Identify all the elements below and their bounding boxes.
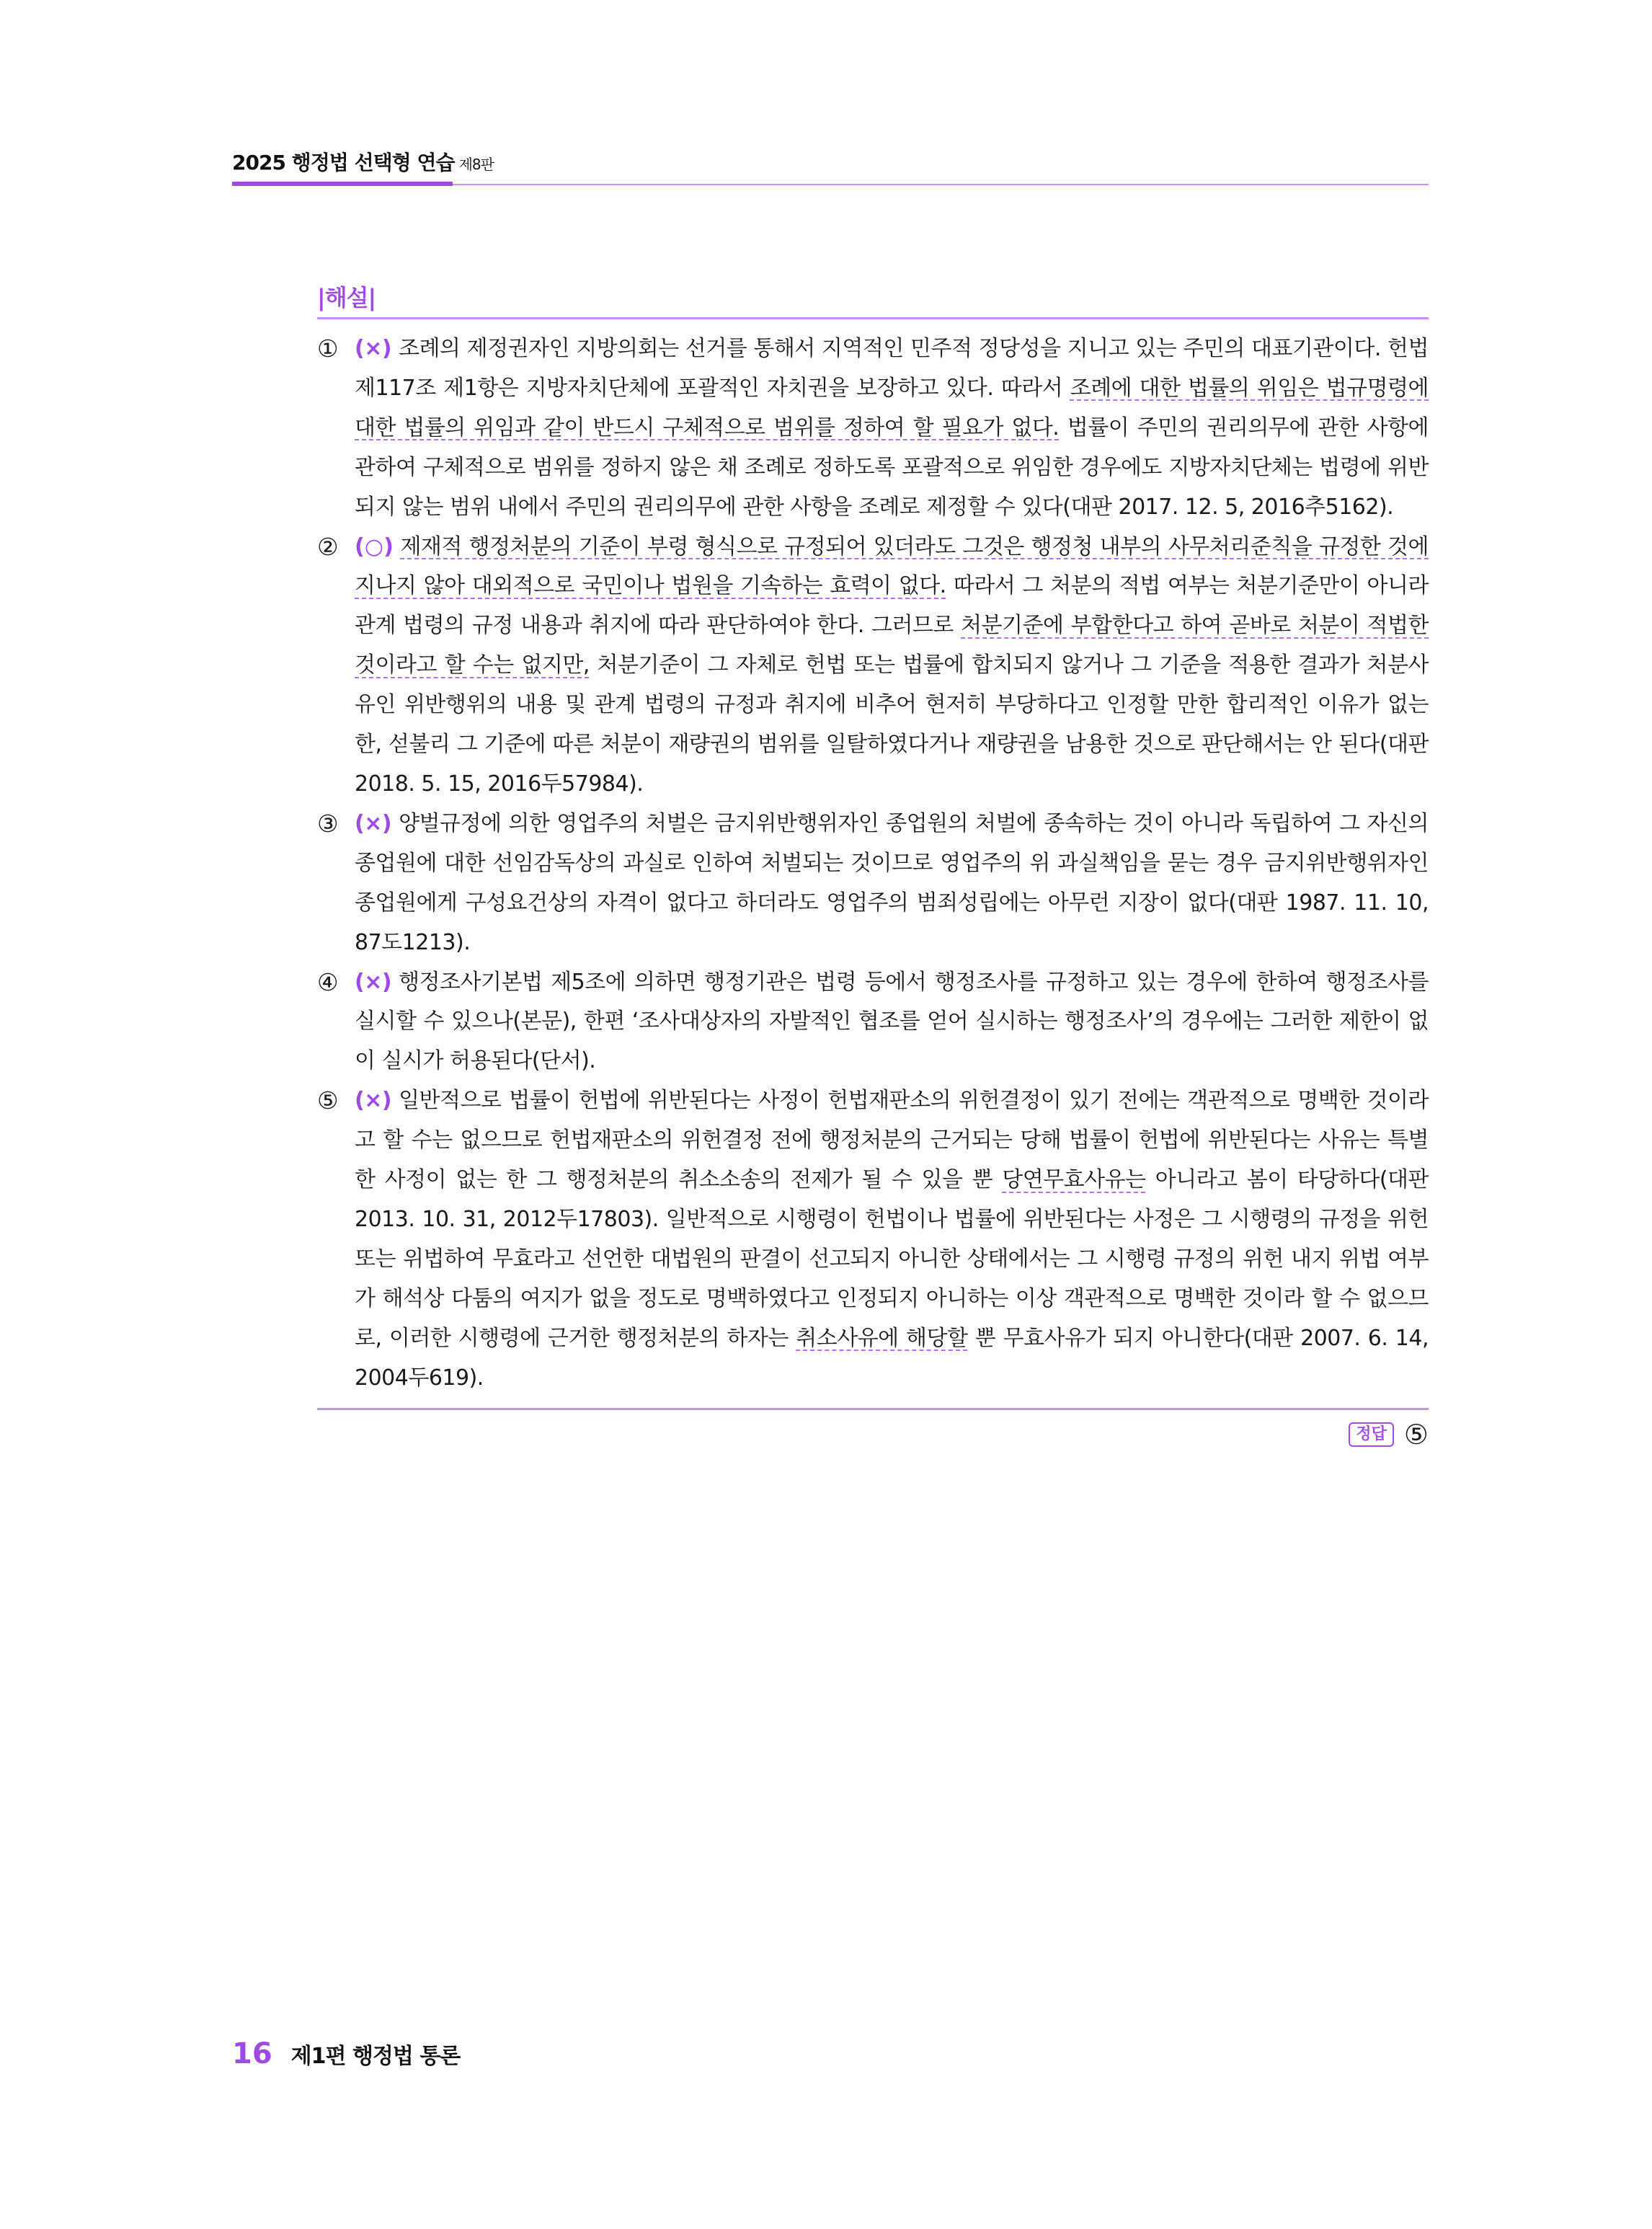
item-number: ④: [317, 967, 339, 996]
underlined-text: 조례에 대한 법률의 위임은 법규명령에 대한 법률의 위임과 같이 반드시 구체적으로 범위를 정하여 할 필요가 없다.: [355, 375, 1429, 440]
explanation-list: [317, 329, 1429, 1398]
book-title: [232, 147, 1429, 176]
item-number: ⑤: [317, 1086, 339, 1115]
book-edition: 제8판: [458, 156, 494, 173]
text-segment: 행정조사기본법 제5조에 의하면 행정기관은 법령 등에서 행정조사를 규정하고 있는 경우에 한하여 행정조사를 실시할 수 있으나(본문), 한편 ‘조사대상자의 자발적인 협조를 얻어 실시하는 행정조사’의 경우에는 그러한 제한이 없이 실시가 허용된다(단서).: [355, 969, 1429, 1074]
item-text: [355, 1081, 1429, 1398]
item-mark: (×): [355, 810, 392, 836]
text-segment: 일반적으로 법률이 헌법에 위반된다는 사정이 헌법재판소의 위헌결정이 있기 전에는 객관적으로 명백한 것이라고 할 수는 없으므로 헌법재판소의 위헌결정 전에 행정처분의 근거되는 당해 법률이 헌법에 위반된다는 사유는 특별한 사정이 없는 한 그 행정처분의 취소소송의 전제가 될 수 있을 뿐: [355, 1088, 1429, 1193]
item-text: [355, 805, 1429, 963]
item-mark: (×): [355, 336, 392, 361]
page-header: [232, 147, 1429, 186]
explanation-item: [317, 329, 1429, 528]
text-segment: 법률이 주민의 권리의무에 관한 사항에 관하여 구체적으로 범위를 정하지 않은 채 조례로 정하도록 포괄적으로 위임한 경우에도 지방자치단체는 법령에 위반되지 않는 범위 내에서 주민의 권리의무에 관한 사항을 조례로 제정할 수 있다(대판 2017. 12. 5, 2016추5162).: [355, 415, 1429, 520]
explanation-item: [317, 963, 1429, 1082]
section-bottom-rule: [317, 1408, 1429, 1410]
item-text: [355, 528, 1429, 805]
book-title-text: 2025 행정법 선택형 연습: [232, 151, 455, 174]
text-segment: 따라서 그 처분의 적법 여부는 처분기준만이 아니라 관계 법령의 규정 내용과 취지에 따라 판단하여야 한다. 그러므로: [355, 573, 1429, 639]
page-footer: [232, 2037, 460, 2070]
explanation-section: [317, 283, 1429, 1450]
header-rule-accent: [232, 182, 453, 186]
explanation-item: [317, 528, 1429, 805]
underlined-text: 취소사유에 해당할: [796, 1325, 968, 1351]
underlined-text: 제재적 행정처분의 기준이 부령 형식으로 규정되어 있더라도 그것은 행정청 내부의 사무처리준칙을 규정한 것에 지나지 않아 대외적으로 국민이나 법원을 기속하는 효력이 없다.: [355, 533, 1429, 599]
text-segment: 뿐 무효사유가 되지 아니한다(대판 2007. 6. 14, 2004두619).: [355, 1325, 1429, 1391]
item-mark: (×): [355, 969, 392, 995]
answer-value: ⑤: [1403, 1419, 1429, 1451]
item-text: [355, 963, 1429, 1082]
section-label: |해설|: [317, 284, 376, 311]
item-number: ②: [317, 532, 339, 561]
footer-section: 제1편 행정법 통론: [290, 2044, 461, 2069]
underlined-text: 처분기준에 부합한다고 하여 곧바로 처분이 적법한 것이라고 할 수는 없지만,: [355, 613, 1429, 678]
item-number: ③: [317, 809, 339, 838]
text-segment: 양벌규정에 의한 영업주의 처벌은 금지위반행위자인 종업원의 처벌에 종속하는 것이 아니라 독립하여 그 자신의 종업원에 대한 선임감독상의 과실로 인하여 처벌되는 것이므로 영업주의 위 과실책임을 묻는 경우 금지위반행위자인 종업원에게 구성요건상의 자격이 없다고 하더라도 영업주의 범죄성립에는 아무런 지장이 없다(대판 1987. 11. 10, 87도1213).: [355, 810, 1429, 955]
explanation-item: [317, 1081, 1429, 1398]
underlined-text: 당연무효사유는: [1002, 1167, 1146, 1193]
text-segment: 조례의 제정권자인 지방의회는 선거를 통해서 지역적인 민주적 정당성을 지니고 있는 주민의 대표기관이다. 헌법 제117조 제1항은 지방자치단체에 포괄적인 자치권을 보장하고 있다. 따라서: [355, 336, 1429, 401]
page-number: 16: [232, 2037, 272, 2070]
section-rule: [317, 317, 1429, 319]
text-segment: 처분기준이 그 자체로 헌법 또는 법률에 합치되지 않거나 그 기준을 적용한 결과가 처분사유인 위반행위의 내용 및 관계 법령의 규정과 취지에 비추어 현저히 부당하다고 인정할 만한 합리적인 이유가 없는 한, 섣불리 그 기준에 따른 처분이 재량권의 범위를 일탈하였다거나 재량권을 남용한 것으로 판단해서는 안 된다(대판 2018. 5. 15, 2016두57984).: [355, 652, 1429, 797]
answer-label: 정답: [1349, 1422, 1394, 1447]
header-rule: [232, 182, 1429, 186]
explanation-item: [317, 805, 1429, 963]
item-text: [355, 329, 1429, 528]
item-mark: (○): [355, 533, 394, 559]
item-mark: (×): [355, 1088, 392, 1114]
item-number: ①: [317, 334, 339, 363]
answer-box: [317, 1419, 1429, 1450]
text-segment: 아니라고 봄이 타당하다(대판 2013. 10. 31, 2012두17803). 일반적으로 시행령이 헌법이나 법률에 위반된다는 사정은 그 시행령의 규정을 위헌 또는 위법하여 무효라고 선언한 대법원의 판결이 선고되지 아니한 상태에서는 그 시행령 규정의 위헌 내지 위법 여부가 해석상 다툼의 여지가 없을 정도로 명백하였다고 인정되지 아니하는 이상 객관적으로 명백한 것이라 할 수 없으므로, 이러한 시행령에 근거한 행정처분의 하자는: [355, 1167, 1429, 1351]
